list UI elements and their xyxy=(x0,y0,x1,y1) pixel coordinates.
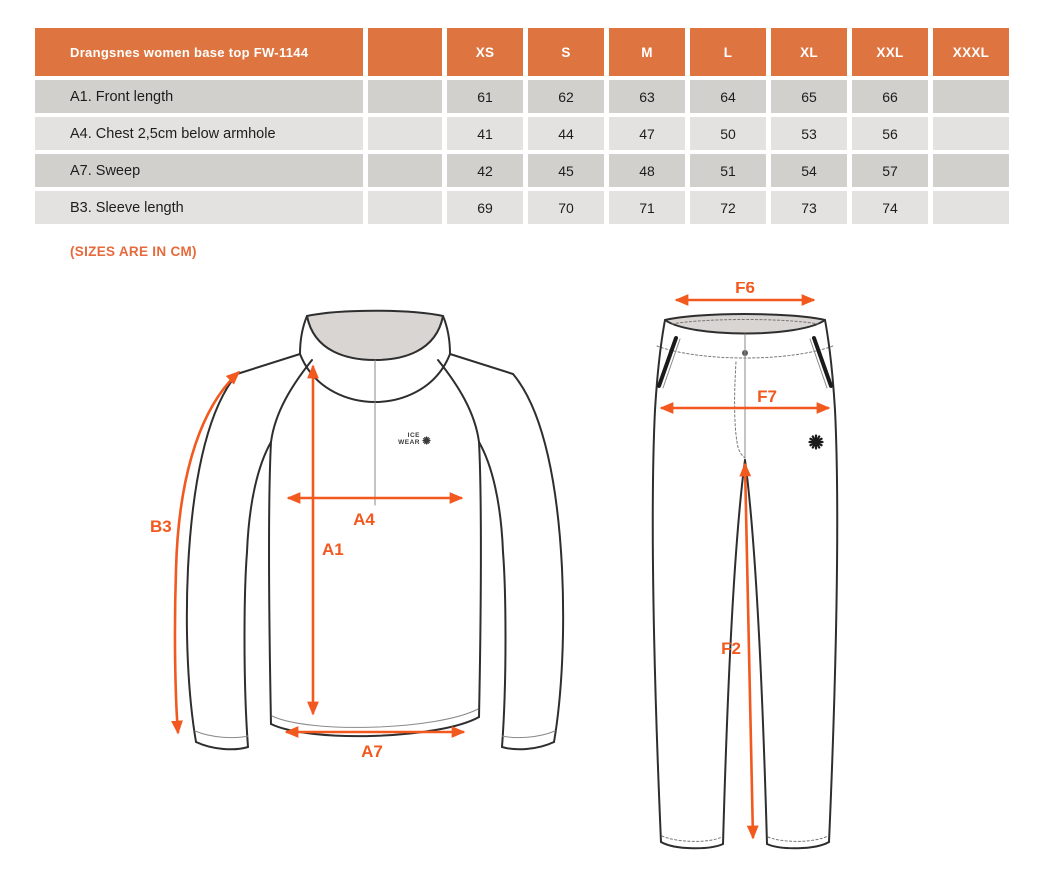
right-cuff-edge xyxy=(502,742,554,749)
shirt-measurement-diagram xyxy=(140,290,590,790)
left-hem-stitch xyxy=(662,836,722,841)
cell-value: 44 xyxy=(528,117,604,150)
sizes-unit-note: (SIZES ARE IN CM) xyxy=(70,244,197,259)
cell-value: 62 xyxy=(528,80,604,113)
b3-arrow xyxy=(175,372,239,733)
row-label: B3. Sleeve length xyxy=(35,191,363,224)
row-label: A7. Sweep xyxy=(35,154,363,187)
table-header-xxxl: XXXL xyxy=(933,28,1009,76)
cell-value: 63 xyxy=(609,80,685,113)
row-label: A1. Front length xyxy=(35,80,363,113)
cell-value: 65 xyxy=(771,80,847,113)
left-raglan-seam xyxy=(271,360,312,442)
body-left-side xyxy=(269,442,271,724)
body-right-side xyxy=(479,442,481,717)
cell-value: 42 xyxy=(447,154,523,187)
cell-value: 74 xyxy=(852,191,928,224)
left-sleeve-outer xyxy=(187,374,237,742)
cell-value: 53 xyxy=(771,117,847,150)
f2-label: F2 xyxy=(721,639,741,658)
size-chart-table xyxy=(35,28,1009,224)
cell-value: 54 xyxy=(771,154,847,187)
right-sleeve-inner xyxy=(479,442,506,747)
left-sleeve-inner xyxy=(245,442,272,747)
cell-value: 45 xyxy=(528,154,604,187)
table-header-s: S xyxy=(528,28,604,76)
left-cuff-edge xyxy=(196,742,248,749)
right-raglan-seam xyxy=(438,360,479,442)
cell-value xyxy=(933,191,1009,224)
snowflake-icon xyxy=(423,437,430,444)
logo-text-line2: WEAR xyxy=(398,439,420,446)
shirt-drawing xyxy=(140,290,590,790)
cell-value xyxy=(933,154,1009,187)
right-sleeve-outer xyxy=(513,374,563,742)
f7-label: F7 xyxy=(757,387,777,406)
table-header-m: M xyxy=(609,28,685,76)
a7-label: A7 xyxy=(361,742,383,761)
right-shoulder-seam xyxy=(450,354,513,374)
table-header-xl: XL xyxy=(771,28,847,76)
collar-opening xyxy=(307,311,443,360)
snowflake-icon xyxy=(810,436,823,449)
f6-label: F6 xyxy=(735,282,755,297)
table-header-xs: XS xyxy=(447,28,523,76)
cell-value xyxy=(933,80,1009,113)
right-hem xyxy=(767,842,829,848)
cell-value: 50 xyxy=(690,117,766,150)
cell-value: 64 xyxy=(690,80,766,113)
cell-value: 66 xyxy=(852,80,928,113)
a4-label: A4 xyxy=(353,510,375,529)
cell-value: 41 xyxy=(447,117,523,150)
row-blank-cell xyxy=(368,191,442,224)
left-hem xyxy=(661,842,723,848)
right-outer-leg xyxy=(825,320,837,842)
cell-value: 48 xyxy=(609,154,685,187)
waist-opening xyxy=(665,314,825,334)
cell-value: 69 xyxy=(447,191,523,224)
cell-value: 71 xyxy=(609,191,685,224)
cell-value: 47 xyxy=(609,117,685,150)
left-outer-leg xyxy=(653,320,665,842)
collar-right-edge xyxy=(443,316,450,354)
fly-stitch xyxy=(735,362,745,458)
cell-value: 57 xyxy=(852,154,928,187)
cell-value: 72 xyxy=(690,191,766,224)
a1-label: A1 xyxy=(322,540,344,559)
cell-value: 70 xyxy=(528,191,604,224)
collar-left-edge xyxy=(300,316,307,354)
pants-drawing xyxy=(630,282,860,880)
right-cuff-stitch xyxy=(502,731,555,738)
table-header-l: L xyxy=(690,28,766,76)
left-shoulder-seam xyxy=(237,354,300,374)
pants-measurement-diagram xyxy=(630,282,860,880)
cell-value xyxy=(933,117,1009,150)
row-blank-cell xyxy=(368,80,442,113)
row-blank-cell xyxy=(368,117,442,150)
right-hem-stitch xyxy=(768,836,828,841)
b3-label: B3 xyxy=(150,517,172,536)
cell-value: 61 xyxy=(447,80,523,113)
icewear-logo xyxy=(398,432,430,446)
left-cuff-stitch xyxy=(195,731,248,738)
cell-value: 51 xyxy=(690,154,766,187)
table-header-blank xyxy=(368,28,442,76)
table-header-xxl: XXL xyxy=(852,28,928,76)
table-title: Drangsnes women base top FW-1144 xyxy=(35,28,363,76)
cell-value: 56 xyxy=(852,117,928,150)
cell-value: 73 xyxy=(771,191,847,224)
hem-stitch xyxy=(272,709,478,727)
logo-text-line1: ICE xyxy=(407,432,420,439)
row-label: A4. Chest 2,5cm below armhole xyxy=(35,117,363,150)
row-blank-cell xyxy=(368,154,442,187)
